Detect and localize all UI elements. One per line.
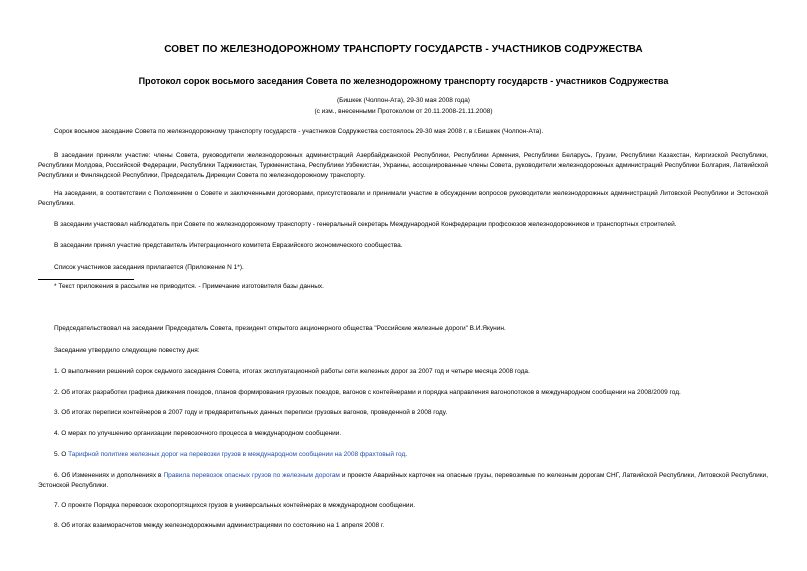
footnote-divider: [38, 279, 134, 280]
paragraph-agenda-intro: Заседание утвердило следующие повестку дня:: [54, 347, 200, 354]
agenda-item-7: 7. О проекте Порядка перевозок скоропортящихся грузов в универсальных контейнерах в международном сообщении.: [54, 502, 416, 509]
organization-title: СОВЕТ ПО ЖЕЛЕЗНОДОРОЖНОМУ ТРАНСПОРТУ ГОСУДАРСТВ - УЧАСТНИКОВ СОДРУЖЕСТВА: [164, 44, 643, 55]
tariff-policy-link[interactable]: Тарифной политике железных дорог на перевозки грузов в международном сообщении на 2008 фрахтовый год: [68, 451, 406, 458]
agenda-item-3: 3. Об итогах переписи контейнеров в 2007 году и предварительных данных переписи грузовых вагонов, проведенной в 2008 году.: [54, 409, 448, 416]
agenda-item-8: 8. Об итогах взаиморасчетов между железнодорожными администрациями по состоянию на 1 апреля 2008 г.: [54, 522, 385, 529]
agenda-item-5: [38, 450, 768, 460]
paragraph-chairman: Председательствовал на заседании Председатель Совета, президент открытого акционерного общества "Российские железные дороги" В.И.Якунин.: [54, 325, 506, 332]
footnote: * Текст приложения в рассылке не приводится. - Примечание изготовителя базы данных.: [54, 283, 324, 290]
paragraph-eurasec: В заседании принял участие представитель Интеграционного комитета Евразийского экономического сообщества.: [54, 242, 403, 249]
agenda-item-5-suffix: .: [405, 451, 408, 458]
agenda-item-6-suffix: и проекте Аварийных карточек на опасные грузы, перевозимые по железным дорогам СНГ, Латвийской Республики, Литовской Республики, Эстонской Республики.: [38, 472, 768, 489]
protocol-title: Протокол сорок восьмого заседания Совета по железнодорожному транспорту государств - участников Содружества: [138, 76, 669, 86]
paragraph-opening: Сорок восьмое заседание Совета по железнодорожному транспорту государств - участников Содружества состоялось 29-30 мая 2008 г. в г.Бишкек (Чолпон-Ата).: [54, 128, 544, 135]
agenda-item-6: [38, 471, 768, 491]
paragraph-participant-list: Список участников заседания прилагается (Приложение N 1*).: [54, 264, 244, 271]
dangerous-goods-rules-link[interactable]: Правила перевозок опасных грузов по железным дорогам: [163, 472, 340, 479]
agenda-item-4: 4. О мерах по улучшению организации перевозочного процесса в международном сообщении.: [54, 430, 342, 437]
agenda-item-6-prefix: 6. Об Изменениях и дополнениях в: [54, 472, 164, 479]
agenda-item-1: 1. О выполнении решений сорок седьмого заседания Совета, итогах эксплуатационной работы сети железных дорог за 2007 год и четыре месяца 2008 года.: [54, 368, 530, 375]
place-date-line: (Бишкек (Чолпон-Ата), 29-30 мая 2008 года): [337, 97, 470, 104]
agenda-item-2: 2. Об итогах разработки графика движения поездов, планов формирования грузовых поездов, вагонов с контейнерами и порядка направления вагонопотоков в международном сообщении на 2008/2009 год.: [54, 389, 681, 396]
amendments-line: (с изм., внесенными Протоколом от 20.11.2008-21.11.2008): [314, 108, 493, 115]
paragraph-attendees: На заседании, в соответствии с Положением о Совете и заключенными договорами, присутствовали и принимали участие в обсуждении вопросов руководители железнодорожных администраций Литовской Республики и Эстонской Республики.: [38, 190, 768, 207]
paragraph-observer: В заседании участвовал наблюдатель при Совете по железнодорожному транспорту - генеральный секретарь Международной Конфедерации профсоюзов железнодорожников и транспортных строителей.: [54, 221, 677, 228]
agenda-item-5-prefix: 5. О: [54, 451, 69, 458]
paragraph-participants: В заседании приняли участие: члены Совета, руководители железнодорожных администраций Азербайджанской Республики, Республики Армения, Республики Беларусь, Грузии, Республики Казахстан, Киргизской Республики, Республики Молдова, Российской Федерации, Республики Таджикистан, Туркменистана, Республики Узбекистан, Украины, ассоциированные члены Совета, руководители железнодорожных администраций Республики Болгария, Латвийской Республики и Финляндской Республики, Председатель Дирекции Совета по железнодорожному транспорту.: [38, 152, 768, 179]
